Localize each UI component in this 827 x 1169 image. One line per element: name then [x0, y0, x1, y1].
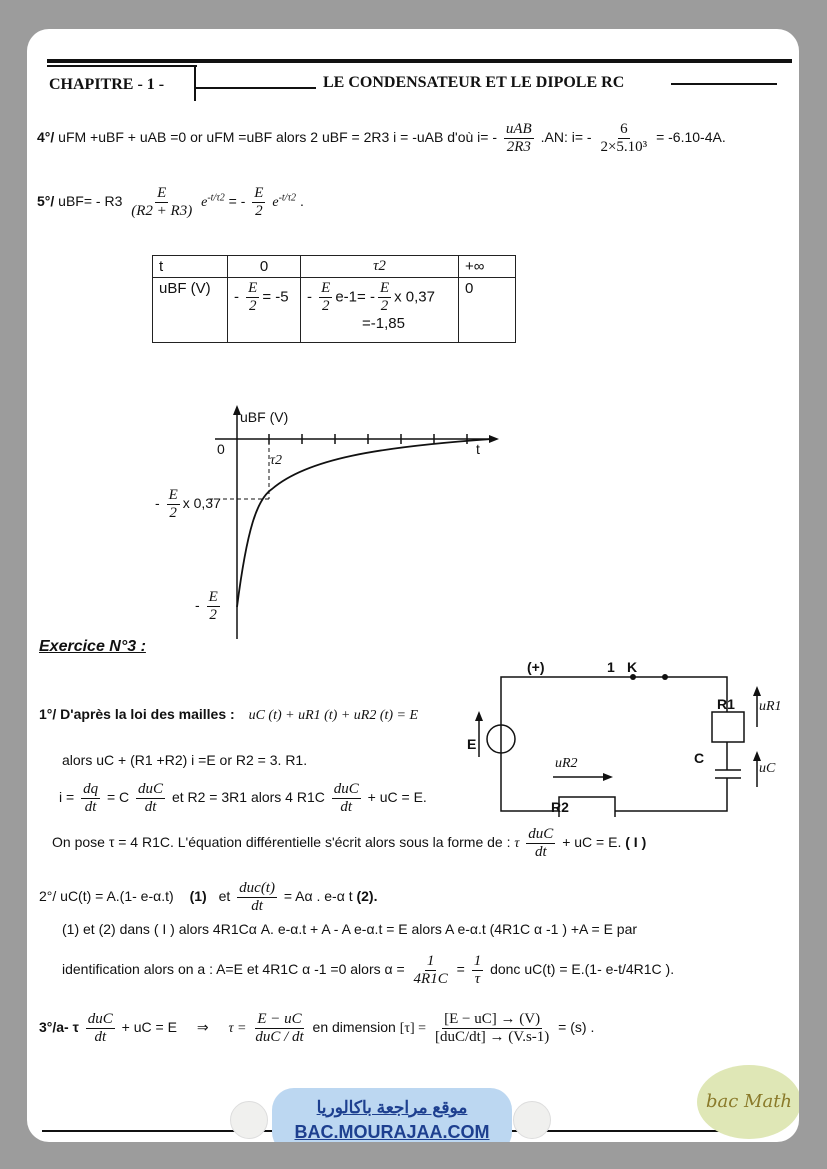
p3-l1gn: E − uC — [257, 1011, 302, 1027]
p1-f1d: dt — [84, 799, 97, 815]
p3-l1b: + uC = E — [121, 1019, 177, 1036]
p3-line1 — [39, 1011, 594, 1046]
p2-l1e: (2). — [356, 888, 378, 905]
p2-l1b: (1) — [189, 888, 207, 905]
circuit-c: C — [694, 750, 705, 766]
values-table — [152, 255, 516, 343]
p2-l1c: et — [218, 888, 231, 905]
p3-l1gd: duC / dt — [255, 1029, 304, 1045]
p2-l3c: donc uC(t) = E.(1- e-t/4R1C ). — [490, 961, 675, 978]
graph-ylabel: uBF (V) — [240, 409, 289, 425]
table-frac2: $\frac{E}{2}$ — [321, 280, 331, 314]
table-frac-num: E — [248, 280, 258, 296]
table-header-cell: +∞ — [459, 256, 516, 278]
p1-f3d: dt — [340, 799, 353, 815]
p3-l1f: = (s) . — [558, 1019, 595, 1036]
p2-l3fn: 1 — [426, 953, 435, 969]
p1-l4b: τ — [514, 836, 520, 852]
q4-frac2-num: 6 — [620, 121, 628, 137]
p3-l1hn: [E − uC] → (V) — [444, 1011, 541, 1027]
header-divider — [194, 67, 196, 101]
table-cell: - $\frac{E}{2}$ e-1= - $\frac{E}{2}$ x 0,37 =-1,85 — [301, 278, 459, 343]
p2-line1 — [39, 880, 377, 915]
p3-l1fn: duC — [87, 1011, 113, 1027]
q5-label: 5°/ — [37, 193, 55, 210]
circuit-one: 1 — [607, 659, 615, 675]
p2-l1fn: duc(t) — [239, 880, 275, 896]
p1-line2: alors uC + (R1 +R2) i =E or R2 = 3. R1. — [62, 752, 308, 768]
header-rule-right — [671, 83, 777, 85]
chapter-label: CHAPITRE - 1 - — [49, 76, 165, 93]
table-header-cell: 0 — [228, 256, 301, 278]
bac-math-logo: bac Math — [697, 1065, 799, 1139]
p2-l3fd: 4R1C — [413, 971, 448, 987]
p1-l3b: = C — [106, 789, 130, 806]
table-frac — [246, 280, 259, 315]
table-cell1: = -5 — [262, 288, 289, 306]
table-row-label: uBF (V) — [153, 278, 228, 343]
p2-l1fd: dt — [251, 898, 263, 914]
graph-xlabel: t — [476, 441, 480, 457]
q4-result: = -6.10-4A. — [656, 129, 726, 146]
q4-an: .AN: i= - — [540, 129, 592, 146]
q5-frac2 — [252, 185, 265, 220]
table-cell2c: =-1,85 — [362, 315, 405, 332]
left-logo-icon — [230, 1101, 268, 1139]
q4-frac1 — [504, 121, 534, 156]
table-header-cell: τ2 — [301, 256, 459, 278]
q5-frac1-den: (R2 + R3) — [131, 203, 193, 219]
table-cell: - $\frac{E}{2}$ = -5 — [228, 278, 301, 343]
rc-circuit — [467, 657, 777, 817]
q4-frac1-den: 2R3 — [506, 139, 531, 155]
p1-l1a: 1°/ D'après la loi des mailles : — [39, 706, 235, 722]
circuit-r2: R2 — [551, 799, 569, 815]
p1-l4fn: duC — [528, 826, 554, 842]
table-cell: 0 — [459, 278, 516, 343]
circuit-ur2: uR2 — [555, 756, 578, 771]
q4-frac2-den: 2×5.10³ — [600, 139, 648, 155]
graph-yE-num: E — [208, 589, 218, 605]
header-rule-top — [47, 59, 792, 63]
site-url[interactable]: BAC.MOURAJAA.COM — [294, 1122, 490, 1142]
table-cell2: e-1= - — [335, 288, 375, 306]
p2-l1d: = Aα . e-α t — [283, 888, 353, 905]
q4-text: uFM +uBF + uAB =0 or uFM =uBF alors 2 uBF = 2R3 i = -uAB d'où i= - — [58, 129, 497, 146]
p1-l4c: + uC = E. — [562, 834, 622, 851]
site-arabic: موقع مراجعة باكالوريا — [316, 1098, 468, 1117]
p2-line3 — [62, 953, 674, 988]
chapter-title: LE CONDENSATEUR ET LE DIPOLE RC — [323, 74, 625, 91]
site-badge[interactable] — [272, 1088, 512, 1142]
p3-l1fd: dt — [94, 1029, 107, 1045]
table-frac-den: 2 — [249, 298, 257, 314]
circuit-plus: (+) — [527, 659, 545, 675]
q4-frac1-num: uAB — [505, 121, 532, 137]
p1-f2n: duC — [138, 781, 164, 797]
p1-line3 — [59, 781, 427, 816]
table-frac3: $\frac{E}{2}$ — [379, 280, 390, 314]
p1-line1 — [39, 706, 418, 724]
q5-mid: = - — [228, 193, 246, 210]
p3-arrow: ⇒ — [196, 1019, 209, 1036]
graph-origin: 0 — [217, 441, 225, 457]
p1-l4a: On pose τ = 4 R1C. L'équation différentielle s'écrit alors sous la forme de : — [52, 834, 511, 851]
table-cell2b: x 0,37 — [394, 288, 435, 306]
p3-l1hd: [duC/dt] → (V.s-1) — [434, 1029, 550, 1045]
header-rule-mid — [196, 87, 316, 89]
ubf-graph — [147, 399, 507, 669]
p2-l3gn: 1 — [473, 953, 482, 969]
p1-l4d: ( I ) — [625, 834, 647, 851]
graph-y037-text: x 0,37 — [182, 495, 221, 512]
p1-l1b: uC (t) + uR1 (t) + uR2 (t) = E — [248, 708, 419, 723]
q5-frac2-den: 2 — [255, 203, 263, 219]
table-header-cell: t — [153, 256, 228, 278]
q4-label: 4°/ — [37, 129, 55, 146]
q5-line: 5°/ uBF= - R3 $\frac{E}{(R2 + R3)}$ $e^{-t/\tau 2}$ = - $\frac{E}{2}$ $e^{-t/\tau 2}$ . — [37, 185, 304, 219]
circuit-k: K — [627, 659, 638, 675]
graph-yE: - $\frac{E}{2}$ — [195, 589, 218, 623]
p3-l1d: en dimension — [312, 1019, 396, 1036]
circuit-e: E — [467, 736, 477, 752]
graph-yE-den: 2 — [209, 607, 217, 623]
q4-frac2 — [598, 121, 649, 156]
graph-y037: - $\frac{E}{2}$ x 0,37 — [155, 487, 221, 521]
p2-l3gd: τ — [474, 971, 481, 987]
q5-frac1 — [129, 185, 194, 220]
circuit-uc: uC — [759, 761, 776, 776]
p1-l4fd: dt — [534, 844, 547, 860]
graph-tau: τ2 — [270, 453, 283, 468]
exercise-title: Exercice N°3 : — [39, 638, 146, 655]
p2-line2: (1) et (2) dans ( I ) alors 4R1Cα A. e-α.t + A - A e-α.t = E alors A e-α.t (4R1C α -1 ) +A = E par — [62, 921, 638, 937]
p1-f3n: duC — [333, 781, 359, 797]
p1-f2d: dt — [144, 799, 157, 815]
p1-l3a: i = — [59, 789, 75, 806]
p2-l3b: = — [456, 961, 465, 978]
table-row — [153, 278, 516, 343]
p1-l3d: + uC = E. — [367, 789, 427, 806]
table-header-row — [153, 256, 516, 278]
q5-frac2-num: E — [254, 185, 264, 201]
circuit-ur1: uR1 — [759, 699, 782, 714]
p3-l1c: τ = — [228, 1021, 247, 1037]
header-rule-top2 — [47, 65, 197, 67]
p3-l1a: 3°/a- τ — [39, 1019, 79, 1036]
circuit-r1: R1 — [717, 696, 735, 712]
p2-l3a: identification alors on a : A=E et 4R1C α -1 =0 alors α = — [62, 961, 405, 978]
p1-l3c: et R2 = 3R1 alors 4 R1C — [171, 789, 325, 806]
p2-l1a: 2°/ uC(t) = A.(1- e-α.t) — [39, 888, 174, 905]
right-logo-icon — [513, 1101, 551, 1139]
p3-l1e: [τ] = — [399, 1021, 427, 1037]
q5-frac1-num: E — [157, 185, 167, 201]
q4-line — [37, 121, 726, 156]
document-page — [27, 29, 799, 1142]
q5-end: . — [299, 193, 304, 210]
q5-pre: uBF= - R3 — [58, 193, 123, 210]
p1-f1n: dq — [83, 781, 99, 797]
p1-line4 — [52, 826, 646, 861]
